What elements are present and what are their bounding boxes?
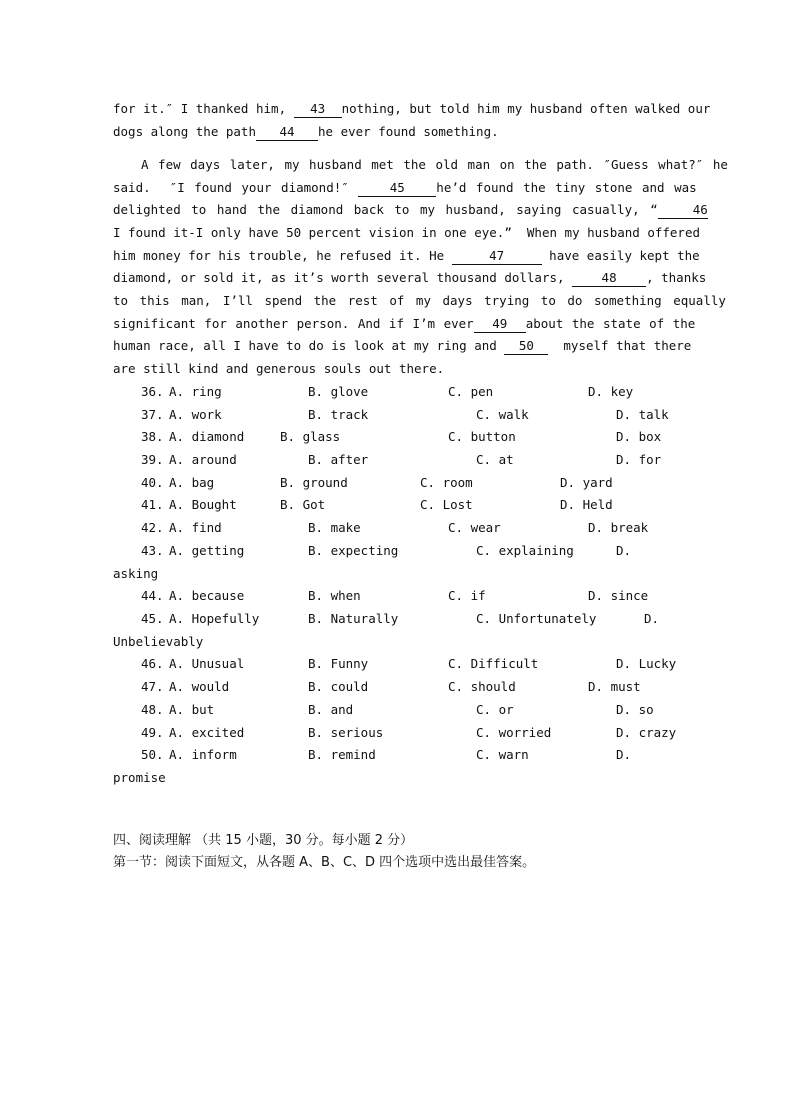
option-a: A. around xyxy=(169,452,237,467)
question-number: 43. xyxy=(141,543,164,558)
option-c: C. if xyxy=(448,588,486,603)
passage-line: I found it-I only have 50 percent vision in one eye.” When my husband offered xyxy=(113,225,700,240)
option-c: C. worried xyxy=(476,725,552,740)
section-heading: 四、阅读理解 （共 15 小题，30 分。每小题 2 分） xyxy=(113,833,414,848)
passage-line: to this man, I’ll spend the rest of my days trying to do something equally xyxy=(113,293,726,308)
passage-line: for it.″ I thanked him, 43 nothing, but told him my husband often walked our xyxy=(113,101,711,116)
option-a: A. Unusual xyxy=(169,656,245,671)
passage-line: human race, all I have to do is look at my ring and 50 myself that there xyxy=(113,338,692,353)
option-c: C. room xyxy=(420,475,473,490)
option-b: B. Naturally xyxy=(308,611,399,626)
option-c: C. wear xyxy=(448,520,501,535)
option-a: A. inform xyxy=(169,747,237,762)
option-c: C. walk xyxy=(476,407,529,422)
question-number: 45. xyxy=(141,611,164,626)
option-a: A. work xyxy=(169,407,222,422)
option-a: A. Bought xyxy=(169,497,237,512)
option-d-wrap: asking xyxy=(113,566,159,581)
option-c: C. or xyxy=(476,702,514,717)
option-b: B. ground xyxy=(280,475,348,490)
question-number: 36. xyxy=(141,384,164,399)
option-b: B. glass xyxy=(280,429,341,444)
passage-line: significant for another person. And if I’m ever 49 about the state of the xyxy=(113,316,696,331)
passage-line: delighted to hand the diamond back to my husband, saying casually, “ 46 xyxy=(113,202,708,217)
question-number: 38. xyxy=(141,429,164,444)
option-a: A. would xyxy=(169,679,230,694)
option-c: C. should xyxy=(448,679,516,694)
option-c: C. Lost xyxy=(420,497,473,512)
option-a: A. because xyxy=(169,588,245,603)
option-a: A. excited xyxy=(169,725,245,740)
question-number: 47. xyxy=(141,679,164,694)
option-c: C. Difficult xyxy=(448,656,539,671)
option-d: D. since xyxy=(588,588,649,603)
section-instruction: 第一节：阅读下面短文，从各题 A、B、C、D 四个选项中选出最佳答案。 xyxy=(113,855,536,870)
option-d: D. xyxy=(616,747,632,762)
passage-line: said. ″I found your diamond!″ 45 he’d found the tiny stone and was xyxy=(113,180,697,195)
option-b: B. could xyxy=(308,679,369,694)
option-b: B. Got xyxy=(280,497,326,512)
option-c: C. at xyxy=(476,452,514,467)
option-c: C. Unfortunately xyxy=(476,611,597,626)
option-d: D. for xyxy=(616,452,662,467)
blank-45: 45 xyxy=(358,180,436,197)
option-b: B. make xyxy=(308,520,361,535)
option-a: A. diamond xyxy=(169,429,245,444)
option-d: D. Lucky xyxy=(616,656,677,671)
blank-50: 50 xyxy=(504,338,548,355)
option-d: D. so xyxy=(616,702,654,717)
blank-43: 43 xyxy=(294,101,342,118)
option-b: B. after xyxy=(308,452,369,467)
blank-46: 46 xyxy=(658,202,708,219)
option-d: D. talk xyxy=(616,407,669,422)
option-b: B. track xyxy=(308,407,369,422)
question-number: 48. xyxy=(141,702,164,717)
option-a: A. find xyxy=(169,520,222,535)
option-c: C. button xyxy=(448,429,516,444)
blank-49: 49 xyxy=(474,316,526,333)
question-number: 40. xyxy=(141,475,164,490)
option-c: C. warn xyxy=(476,747,529,762)
option-a: A. but xyxy=(169,702,215,717)
option-d-wrap: promise xyxy=(113,770,166,785)
question-number: 41. xyxy=(141,497,164,512)
passage-line: him money for his trouble, he refused it. He 47 have easily kept the xyxy=(113,248,700,263)
option-b: B. Funny xyxy=(308,656,369,671)
passage-line: are still kind and generous souls out there. xyxy=(113,361,445,376)
option-d: D. xyxy=(616,543,632,558)
option-b: B. glove xyxy=(308,384,369,399)
question-number: 39. xyxy=(141,452,164,467)
option-d-wrap: Unbelievably xyxy=(113,634,204,649)
option-b: B. remind xyxy=(308,747,376,762)
option-a: A. ring xyxy=(169,384,222,399)
option-d: D. crazy xyxy=(616,725,677,740)
option-b: B. when xyxy=(308,588,361,603)
option-d: D. xyxy=(644,611,660,626)
option-c: C. explaining xyxy=(476,543,574,558)
option-b: B. expecting xyxy=(308,543,399,558)
passage-line: diamond, or sold it, as it’s worth several thousand dollars, 48 , thanks xyxy=(113,270,707,285)
option-a: A. getting xyxy=(169,543,245,558)
option-a: A. bag xyxy=(169,475,215,490)
question-number: 44. xyxy=(141,588,164,603)
passage-line: dogs along the path 44 he ever found something. xyxy=(113,124,499,139)
option-d: D. box xyxy=(616,429,662,444)
question-number: 49. xyxy=(141,725,164,740)
blank-47: 47 xyxy=(452,248,542,265)
option-b: B. and xyxy=(308,702,354,717)
blank-48: 48 xyxy=(572,270,646,287)
option-a: A. Hopefully xyxy=(169,611,260,626)
option-d: D. must xyxy=(588,679,641,694)
option-b: B. serious xyxy=(308,725,384,740)
option-c: C. pen xyxy=(448,384,494,399)
option-d: D. Held xyxy=(560,497,613,512)
option-d: D. key xyxy=(588,384,634,399)
question-number: 37. xyxy=(141,407,164,422)
question-number: 46. xyxy=(141,656,164,671)
passage-line: A few days later, my husband met the old man on the path. ″Guess what?″ he xyxy=(141,157,728,172)
option-d: D. yard xyxy=(560,475,613,490)
question-number: 42. xyxy=(141,520,164,535)
blank-44: 44 xyxy=(256,124,318,141)
question-number: 50. xyxy=(141,747,164,762)
option-d: D. break xyxy=(588,520,649,535)
